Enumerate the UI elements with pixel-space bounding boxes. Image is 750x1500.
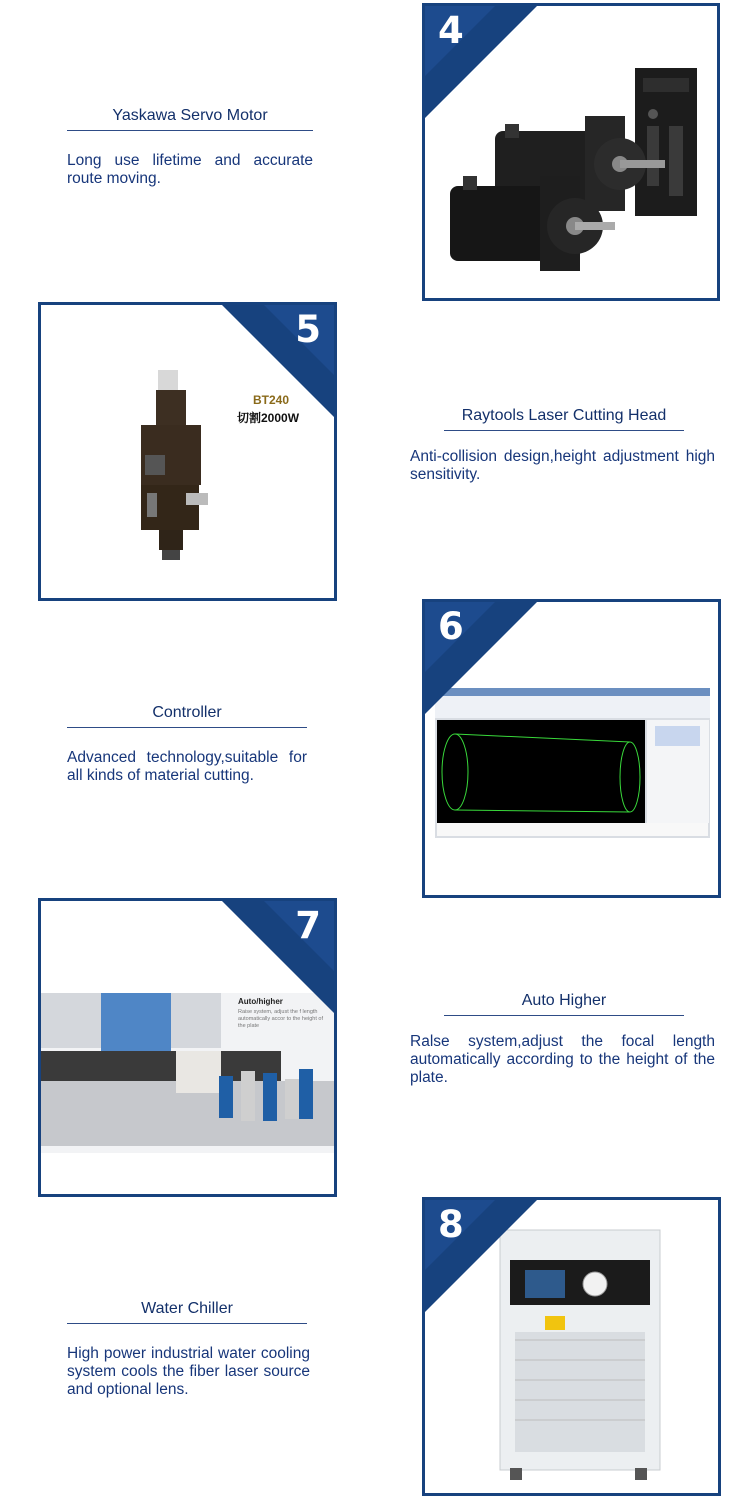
feature-water-chiller (67, 1300, 310, 1399)
laser-head-power: 切割2000W (237, 411, 300, 425)
image-card-servo-motor (422, 3, 720, 301)
auto-higher-caption: Auto/higher (238, 997, 283, 1006)
image-card-water-chiller (422, 1197, 721, 1496)
feature-description: Ralse system,adjust the focal length automatically according to the height of the plate. (410, 1033, 715, 1086)
feature-auto-higher (444, 992, 684, 1016)
image-card-auto-higher (38, 898, 337, 1197)
feature-number: 5 (295, 308, 321, 351)
feature-number: 6 (438, 605, 464, 648)
feature-title: Yaskawa Servo Motor (67, 107, 313, 131)
feature-title: Raytools Laser Cutting Head (444, 407, 684, 431)
feature-number: 7 (295, 904, 321, 947)
feature-laser-head (444, 407, 684, 431)
feature-auto-higher-desc (410, 1033, 715, 1087)
image-card-laser-head (38, 302, 337, 601)
feature-description: Anti-collision design,height adjustment high sensitivity. (410, 448, 715, 483)
auto-higher-subcaption: Raise system, adjust the f length automatically accor to the height of the plate (238, 1009, 323, 1029)
feature-description: Long use lifetime and accurate route moving. (67, 152, 313, 187)
feature-description: High power industrial water cooling system cools the fiber laser source and optional lens. (67, 1345, 310, 1398)
feature-number: 4 (438, 9, 464, 52)
feature-title: Water Chiller (67, 1300, 307, 1324)
feature-title: Auto Higher (444, 992, 684, 1016)
laser-head-model: BT240 (253, 393, 290, 407)
feature-number: 8 (438, 1203, 464, 1246)
feature-controller (67, 704, 307, 785)
feature-title: Controller (67, 704, 307, 728)
feature-laser-head-desc (410, 448, 715, 484)
feature-description: Advanced technology,suitable for all kinds of material cutting. (67, 749, 307, 784)
image-card-controller (422, 599, 721, 898)
feature-servo-motor (67, 107, 313, 188)
